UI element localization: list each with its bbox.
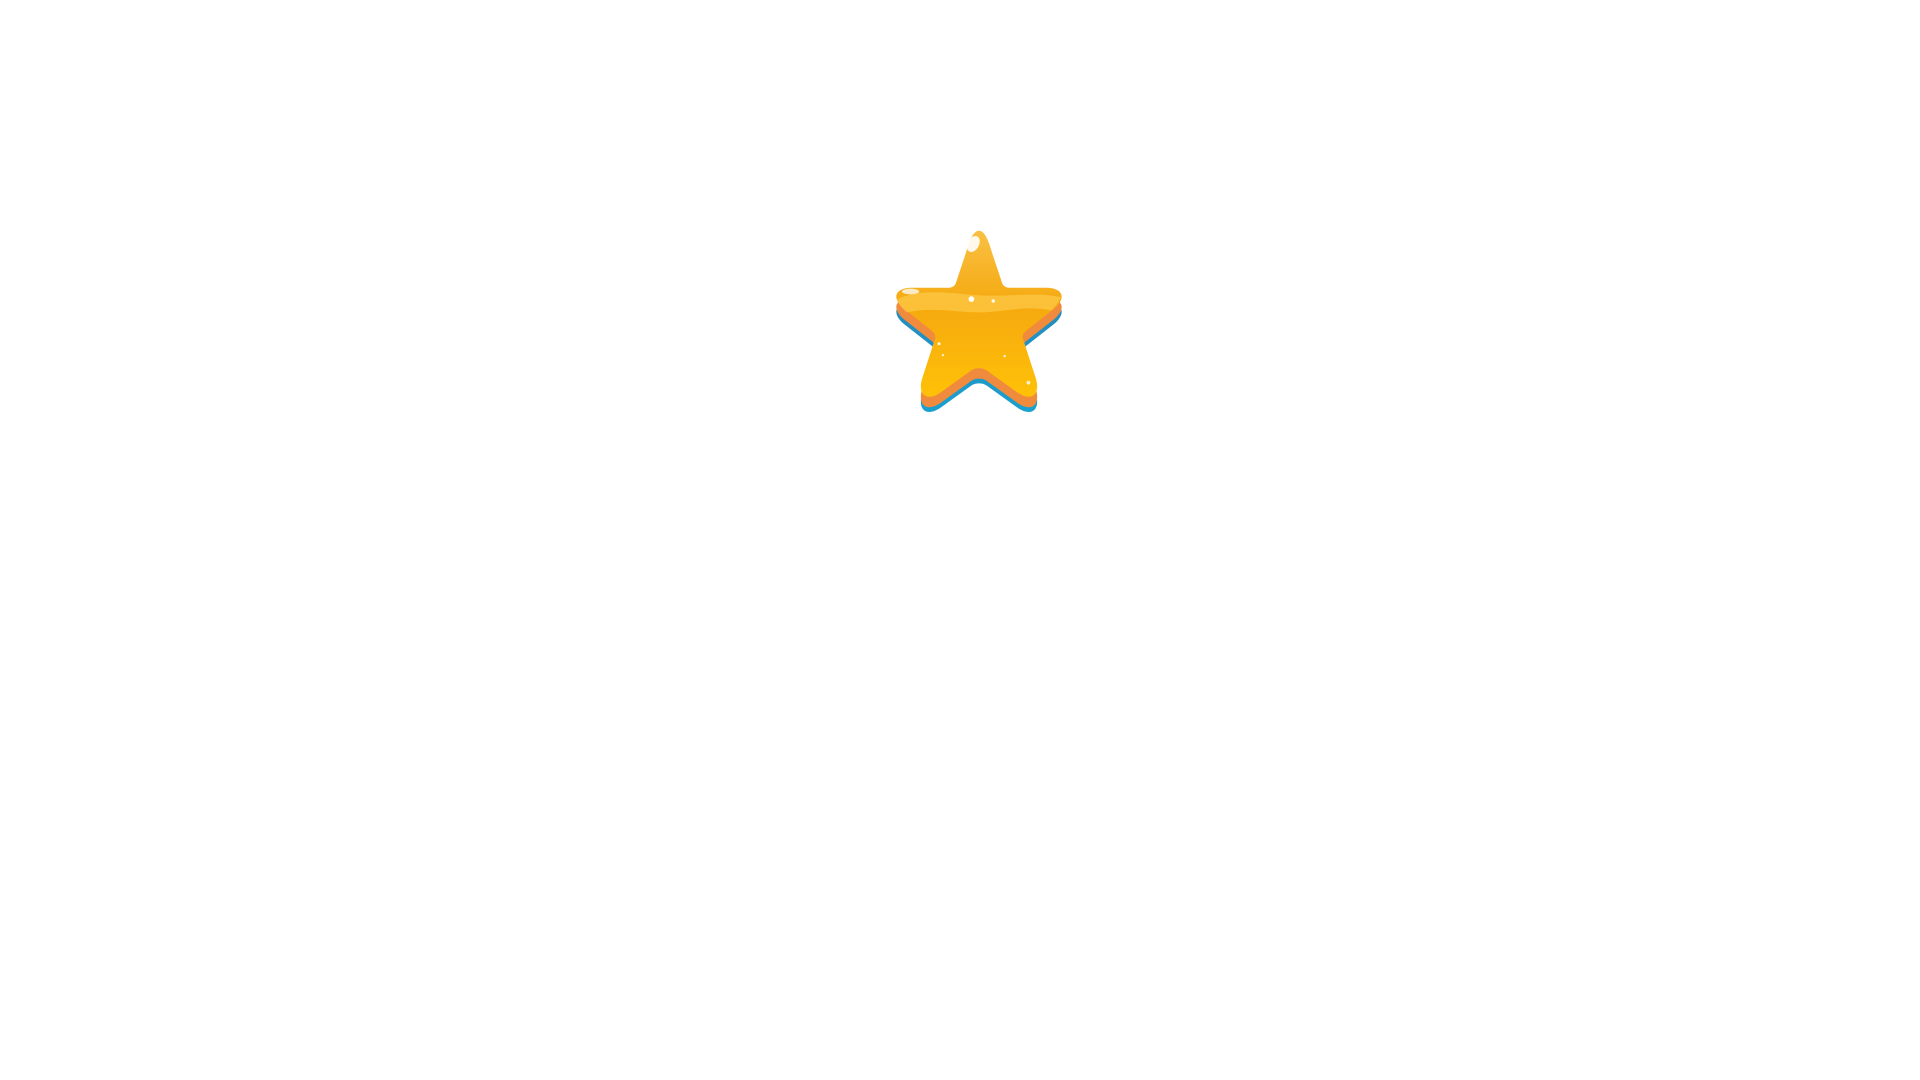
sparkle <box>1003 355 1005 357</box>
sparkle <box>992 299 995 302</box>
star-icon <box>884 225 1074 415</box>
app-logo <box>884 225 1074 415</box>
star-highlight-left <box>902 289 919 295</box>
sparkle <box>938 342 941 345</box>
sparkle <box>969 296 975 302</box>
sparkle <box>1027 381 1031 385</box>
sparkle <box>942 354 944 356</box>
